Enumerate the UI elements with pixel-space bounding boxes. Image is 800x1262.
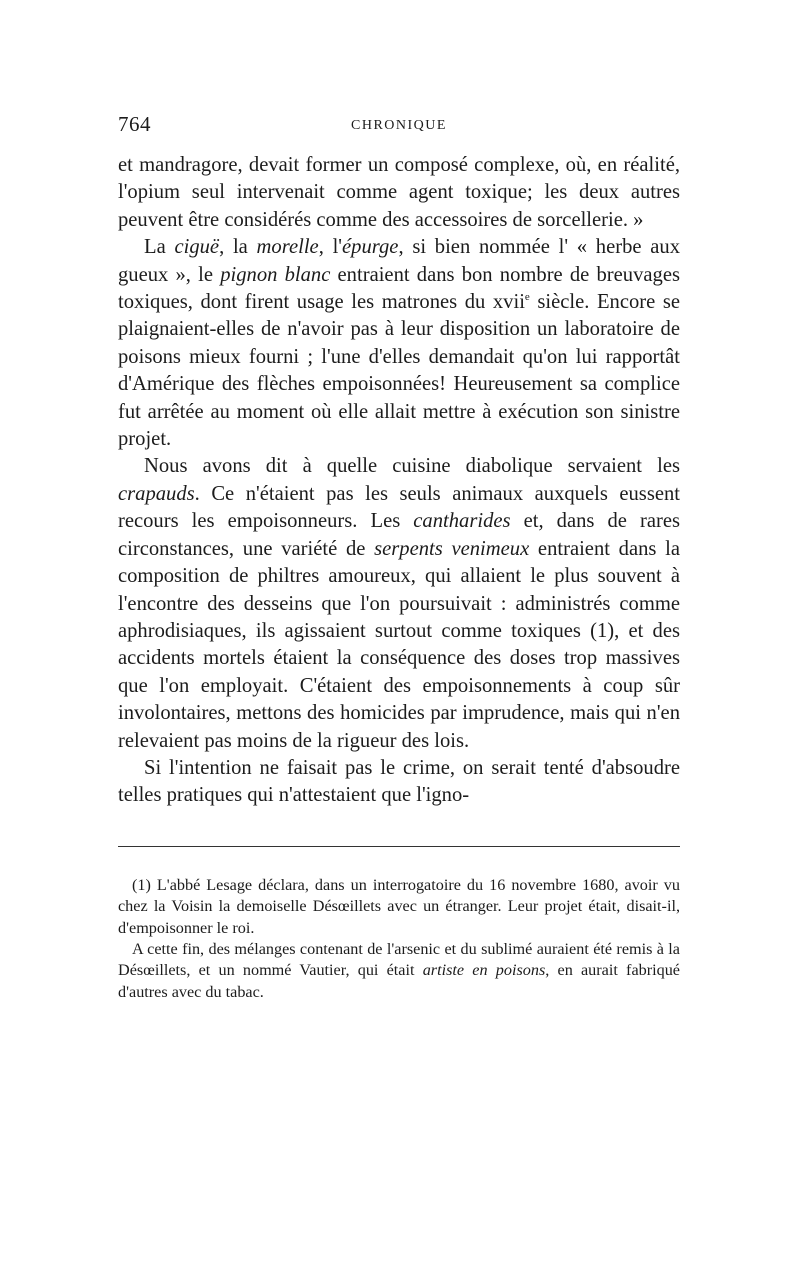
main-text [118, 152, 680, 810]
paragraph-continuation: et mandragore, devait former un composé complexe, où, en réalité, l'opium seul intervenait comme agent toxique; les deux autres peuvent être considérés comme des accessoires de sorcellerie. » [118, 154, 680, 231]
page-header [118, 112, 680, 142]
book-page [118, 112, 680, 1003]
paragraph-poisonous-plants: La ciguë, la morelle, l'épurge, si bien nommée l' « herbe aux gueux », le pignon blanc entraient dans bon nombre de breuvages toxiques, dont firent usage les matrones du xvii$^e$ siècle. Encore se plaignaient-elles de n'avoir pas à leur disposition un laboratoire de poisons mieux fourni ; l'une d'elles demandait qu'on lui rapportât d'Amérique des flèches empoisonnées! Heureusement sa complice fut arrêtée au moment où elle allait mettre à exécution son sinistre projet. [118, 236, 680, 451]
footnotes [118, 875, 680, 1003]
page-number: 764 [118, 112, 151, 136]
paragraph-intention: Si l'intention ne faisait pas le crime, on serait tenté d'absoudre telles pratiques qui n'attestaient que l'igno- [118, 756, 680, 807]
footnote-divider [118, 846, 680, 847]
footnote-2: A cette fin, des mélanges contenant de l'arsenic et du sublimé auraient été remis à la Désœillets, et un nommé Vautier, qui était artiste en poisons, en aurait fabriqué d'autres avec du tabac. [118, 939, 680, 1001]
paragraph-animals: Nous avons dit à quelle cuisine diabolique servaient les crapauds. Ce n'étaient pas les seuls animaux auxquels eussent recours les empoisonneurs. Les cantharides et, dans de rares circonstances, une variété de serpents venimeux entraient dans la composition de philtres amoureux, qui allaient le plus souvent à l'encontre des desseins que l'on poursuivait : administrés comme aphrodisiaques, ils agissaient surtout comme toxiques (1), et des accidents mortels étaient la conséquence des doses trop massives que l'on employait. C'étaient des empoisonnements à coup sûr involontaires, mettons des homicides par imprudence, mais qui n'en relevaient pas moins de la rigueur des lois. [118, 455, 680, 752]
running-head: CHRONIQUE [351, 118, 447, 133]
footnote-1: (1) L'abbé Lesage déclara, dans un interrogatoire du 16 novembre 1680, avoir vu chez la Voisin la demoiselle Désœillets avec un étranger. Leur projet était, disait-il, d'empoisonner le roi. [118, 875, 680, 937]
